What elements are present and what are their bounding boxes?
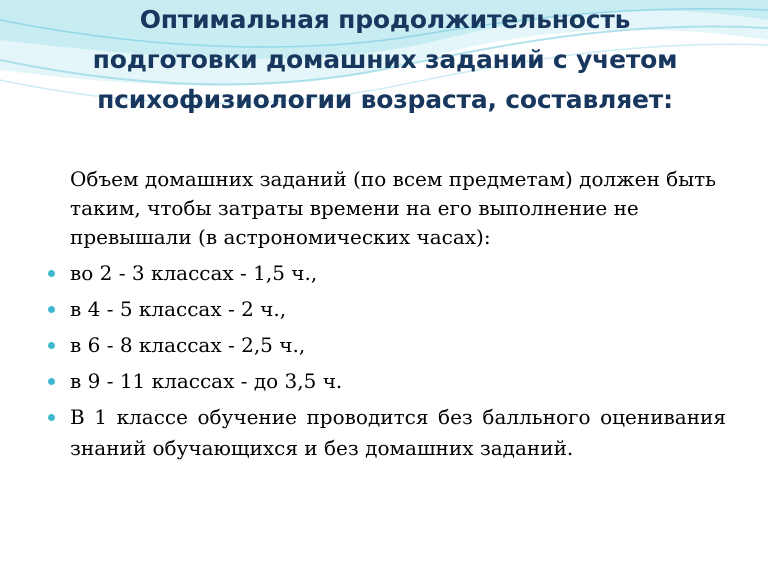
list-item-text: В 1 классе обучение проводится без балльного оценивания знаний обучающихся и без домашних заданий. bbox=[70, 405, 726, 460]
bullet-icon bbox=[48, 306, 55, 313]
list-item bbox=[46, 258, 726, 289]
list-item bbox=[46, 294, 726, 325]
slide-title bbox=[60, 0, 710, 120]
slide-content bbox=[46, 165, 726, 469]
list-item bbox=[46, 366, 726, 397]
intro-paragraph: Объем домашних заданий (по всем предметам) должен быть таким, чтобы затраты времени на его выполнение не превышали (в астрономических часах): bbox=[70, 167, 717, 249]
title-line-3: психофизиологии возраста, составляет: bbox=[97, 85, 673, 114]
bullet-icon bbox=[48, 378, 55, 385]
list-item bbox=[46, 402, 726, 464]
bullet-list bbox=[46, 258, 726, 464]
bullet-icon bbox=[48, 270, 55, 277]
list-item-text: во 2 - 3 классах - 1,5 ч., bbox=[70, 261, 318, 285]
title-line-2: подготовки домашних заданий с учетом bbox=[92, 45, 678, 74]
list-item-text: в 4 - 5 классах - 2 ч., bbox=[70, 297, 287, 321]
bullet-icon bbox=[48, 342, 55, 349]
list-item-text: в 6 - 8 классах - 2,5 ч., bbox=[70, 333, 306, 357]
bullet-icon bbox=[48, 414, 55, 421]
list-item bbox=[46, 330, 726, 361]
title-line-1: Оптимальная продолжительность bbox=[139, 5, 631, 34]
list-item-text: в 9 - 11 классах - до 3,5 ч. bbox=[70, 369, 343, 393]
